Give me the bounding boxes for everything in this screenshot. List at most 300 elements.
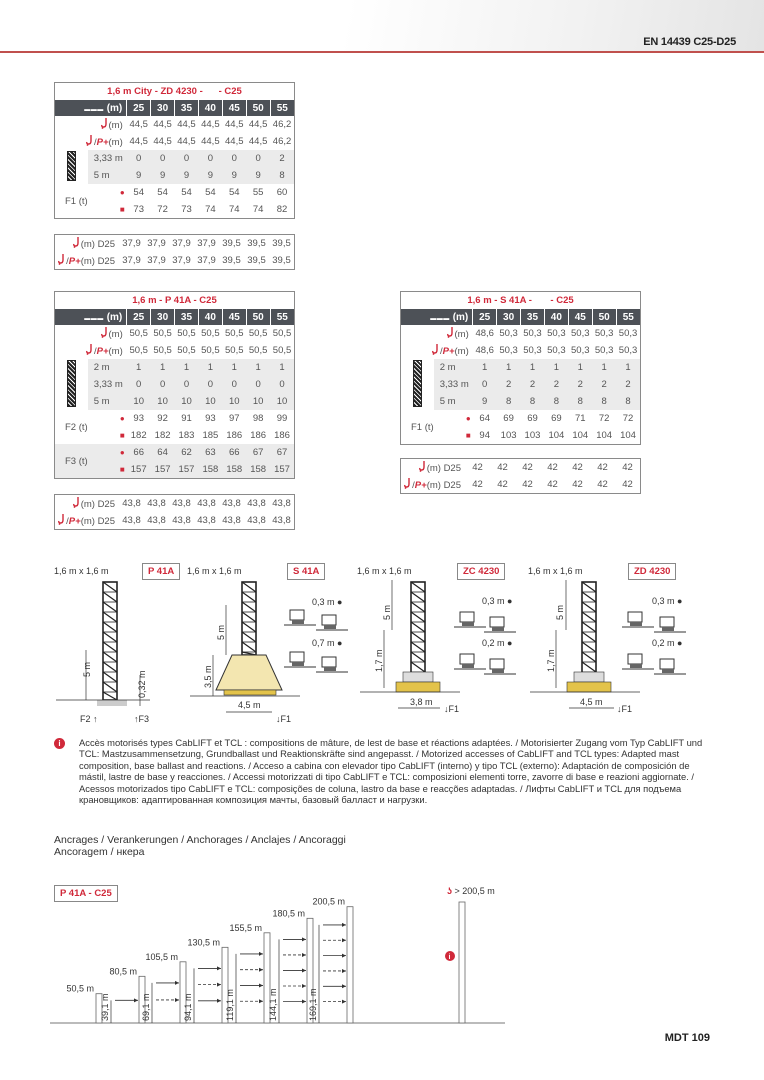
table-cell: 50,5 (177, 345, 196, 356)
row-label: 3,33 m (88, 376, 127, 393)
table-cell: 44,5 (177, 136, 196, 147)
tower-height-label: 155,5 m (229, 922, 262, 933)
table-cell: 186 (274, 430, 290, 441)
table-cell: 50,3 (547, 345, 566, 356)
col-header-30: 30 (151, 100, 175, 116)
cabin-icon (484, 617, 516, 632)
col-header-jib: ▬▬▬ (m) (401, 309, 473, 325)
table-cell: 103 (524, 430, 541, 441)
table-cell: 10 (270, 393, 294, 410)
offset-label: 0,7 m ● (312, 638, 343, 648)
table-cell: 50,3 (523, 345, 542, 356)
table-cell: 50,5 (153, 345, 172, 356)
table-cell: 10 (246, 393, 270, 410)
table-cell: 69 (503, 413, 514, 424)
table-cell: 37,9 (172, 238, 191, 249)
row-label: 3,33 m (88, 150, 127, 167)
tower-height-label: 130,5 m (187, 937, 220, 948)
table-title: 1,6 m - P 41A - C25 (132, 295, 217, 306)
base-height-dimension: 3,5 m (203, 665, 213, 688)
table-cell: 1 (473, 359, 497, 376)
table-cell: 10 (127, 393, 151, 410)
model-tag: S 41A (287, 563, 325, 580)
table-cell: 43,8 (197, 515, 216, 526)
row-label: 2 m (434, 359, 473, 376)
col-header-50: 50 (246, 100, 270, 116)
col-header-45: 45 (222, 100, 246, 116)
table-cell: 0 (246, 150, 270, 167)
table-row (55, 235, 294, 252)
table-cell: 44,5 (177, 119, 196, 130)
table-cell: 182 (130, 430, 147, 441)
circle-marker-icon: ● (465, 414, 471, 423)
table-cell: 0 (246, 376, 270, 393)
col-header-50: 50 (592, 309, 616, 325)
cabin-icon (316, 657, 348, 672)
offset-label: 0,2 m ● (652, 638, 683, 648)
table-cell: 0 (127, 150, 151, 167)
table-cell: 64 (479, 413, 490, 424)
tower-height-label: 50,5 m (66, 983, 94, 994)
foundation-block (97, 700, 127, 706)
col-header-55: 55 (270, 309, 294, 325)
cabin-icon (454, 654, 486, 669)
force-label: F3 (t) (55, 444, 88, 478)
table-cell: 42 (522, 479, 533, 490)
mast-lattice (103, 582, 117, 700)
section-dimension: 1,6 m x 1,6 m (54, 566, 109, 576)
info-icon: i (54, 738, 65, 749)
table-cell: 50,3 (499, 345, 518, 356)
table-cell: 74 (205, 204, 216, 215)
table-cell: 43,8 (197, 498, 216, 509)
table-cell: 39,5 (247, 255, 266, 266)
col-header-50: 50 (246, 309, 270, 325)
anchorages-title (54, 834, 346, 858)
table-cell: 42 (572, 479, 583, 490)
table-cell: 50,5 (272, 328, 292, 339)
square-marker-icon: ■ (119, 465, 125, 474)
table-cell: 158 (198, 461, 222, 478)
table-cell: 50,3 (571, 345, 590, 356)
table-cell: 44,5 (248, 136, 268, 147)
table-cell: 42 (497, 479, 508, 490)
table-cell: 1 (592, 359, 616, 376)
table-cell: 9 (151, 167, 175, 184)
table-city-d25 (54, 234, 295, 270)
table-cell: 39,5 (222, 238, 241, 249)
table-cell: 2 (616, 376, 640, 393)
table-cell: 2 (497, 376, 521, 393)
col-header-45: 45 (222, 309, 246, 325)
table-cell: 9 (473, 393, 497, 410)
table-cell: 10 (222, 393, 246, 410)
base-height-dimension: 1,7 m (546, 649, 556, 672)
table-cell: 54 (228, 187, 240, 198)
table-cell: 42 (522, 462, 533, 473)
table-row (55, 410, 294, 427)
table-cell: 62 (175, 444, 199, 461)
col-header-40: 40 (544, 309, 568, 325)
table-cell: 104 (548, 430, 565, 441)
anchor-height-label: 119,1 m (225, 989, 235, 1021)
table-cell: 9 (175, 167, 199, 184)
table-cell: 2 (592, 376, 616, 393)
mast-section-icon (55, 150, 88, 184)
table-cell: 39,5 (272, 255, 291, 266)
table-row (401, 393, 640, 410)
table-cell: 97 (228, 413, 240, 424)
table-cell: 2 (270, 150, 294, 167)
base-width-dimension: 4,5 m (238, 700, 261, 710)
table-cell: 104 (596, 430, 613, 441)
note-text: Accès motorisés types CabLIFT et TCL : compositions de mâture, de lest de base et réactions adaptées. / Motorisierter Zugang vom Typ CabLIFT und TCL: Mastzusammensetzung, Grundballast und Reaktionskräfte sind angepasst. / Motorized accesses of CabLIFT and TCL types: Adapted mast composition, base ballast and reactions. / Acceso a cabina con elevador tipo CabLIFT (interno) y tipo TCL (externo): Adaptación de composición de mástil, lastre de base y reacciones. / Accessi motorizzati di tipo CabLIFT e TCL: composizioni elementi torre, zavorre di base e reazioni aggiornate. / Acessos motorizados tipo CabLIFT e TCL: composições de coluna, lastro da base e reacções adaptadas. / Лифты CabLIFT и TCL для подъема крановщиков: адаптированная композиция мачты, базовый балласт и нагрузки. (79, 737, 703, 806)
table-cell: 43,8 (247, 515, 266, 526)
table-cell: 42 (597, 462, 608, 473)
row-label: /P+(m) (55, 342, 127, 359)
table-cell: 0 (198, 376, 222, 393)
table-cell: 0 (127, 376, 151, 393)
table-cell: 37,9 (197, 238, 216, 249)
table-cell: 50,5 (201, 345, 220, 356)
table-s41a-d25 (400, 458, 641, 494)
table-row (401, 459, 640, 476)
table-cell: 39,5 (247, 238, 266, 249)
table-p41a (54, 291, 295, 479)
tower-height-label: 105,5 m (145, 951, 178, 962)
table-cell: 0 (151, 376, 175, 393)
table-row (55, 359, 294, 376)
table-cell: 37,9 (147, 238, 166, 249)
table-row (55, 150, 294, 167)
table-row (401, 410, 640, 427)
table-cell: 46,2 (272, 136, 292, 147)
table-cell: 1 (616, 359, 640, 376)
table-cell: 54 (205, 187, 216, 198)
table-row (55, 201, 294, 218)
col-header-jib: ▬▬▬ (m) (55, 309, 127, 325)
anchorage-diagram (50, 880, 510, 1030)
tower-bar-beyond (459, 902, 465, 1023)
table-cell: 158 (246, 461, 270, 478)
table-cell: 82 (276, 204, 288, 215)
table-title: 1,6 m City - ZD 4230 - - C25 (107, 86, 242, 97)
table-cell: 1 (497, 359, 521, 376)
mast-lattice (242, 582, 256, 655)
table-p41a-d25 (54, 494, 295, 530)
offset-label: 0,3 m ● (482, 596, 513, 606)
table-cell: 43,8 (172, 498, 191, 509)
cabin-icon (654, 617, 686, 632)
cabin-icon (454, 612, 486, 627)
row-label: (m) D25 (55, 495, 119, 512)
table-cell: 37,9 (122, 255, 141, 266)
offset-label: 0,3 m ● (312, 597, 343, 607)
table-cell: 1 (151, 359, 175, 376)
table-cell: 66 (222, 444, 246, 461)
table-cell: 1 (270, 359, 294, 376)
table-cell: 43,8 (172, 515, 191, 526)
table-cell: 8 (270, 167, 294, 184)
svg-text:i: i (448, 954, 451, 961)
table-cell: 48,6 (475, 345, 494, 356)
table-row (55, 376, 294, 393)
height-dimension: 5 m (382, 604, 392, 620)
anchor-height-label: 169,1 m (308, 988, 318, 1021)
col-header-30: 30 (497, 309, 521, 325)
col-header-35: 35 (175, 309, 199, 325)
table-city-zd4230 (54, 82, 295, 219)
anchor-height-label: 144,1 m (268, 988, 278, 1021)
model-tag: ZC 4230 (457, 563, 505, 580)
table-cell: 74 (252, 204, 264, 215)
table-cell: 50,3 (523, 328, 542, 339)
table-cell: 44,5 (248, 119, 268, 130)
table-cell: 0 (151, 150, 175, 167)
table-cell: 103 (500, 430, 517, 441)
table-cell: 1 (127, 359, 151, 376)
table-cell: 8 (544, 393, 568, 410)
table-cell: 104 (620, 430, 636, 441)
table-cell: 157 (127, 461, 151, 478)
table-cell: 37,9 (147, 255, 166, 266)
table-cell: 72 (598, 413, 610, 424)
col-header-jib: ▬▬▬ (m) (55, 100, 127, 116)
table-cell: 157 (151, 461, 175, 478)
table-row (55, 184, 294, 201)
square-marker-icon: ■ (119, 431, 125, 440)
table-cell: 54 (181, 187, 192, 198)
table-row (401, 359, 640, 376)
table-cell: 43,8 (122, 498, 141, 509)
table-cell: 50,5 (129, 345, 148, 356)
row-label: (m) (55, 116, 127, 133)
row-label: 5 m (88, 393, 127, 410)
force-f3-label: ↑F3 (134, 714, 150, 724)
table-cell: 43,8 (222, 515, 241, 526)
force-f1-label: ↓F1 (276, 714, 292, 724)
table-row (55, 133, 294, 150)
row-label: (m) D25 (401, 459, 465, 476)
table-cell: 182 (154, 430, 171, 441)
row-label: /P+(m) (55, 133, 127, 150)
table-cell: 92 (157, 413, 168, 424)
table-cell: 50,5 (129, 328, 148, 339)
force-label: F1 (t) (411, 421, 434, 433)
table-cell: 99 (276, 413, 288, 424)
row-label: /P+(m) D25 (401, 476, 465, 493)
col-header-55: 55 (270, 100, 294, 116)
table-cell: 1 (521, 359, 545, 376)
table-cell: 8 (568, 393, 592, 410)
table-cell: 0 (473, 376, 497, 393)
table-cell: 8 (616, 393, 640, 410)
base-width-dimension: 3,8 m (410, 697, 433, 707)
table-cell: 50,5 (248, 345, 268, 356)
table-cell: 50,3 (594, 345, 614, 356)
row-label: /P+(m) D25 (55, 512, 119, 529)
row-label: /P+(m) (401, 342, 473, 359)
table-cell: 10 (151, 393, 175, 410)
anchor-height-label: 39,1 m (100, 993, 110, 1021)
table-cell: 42 (597, 479, 608, 490)
table-cell: 2 (544, 376, 568, 393)
table-cell: 64 (151, 444, 175, 461)
table-cell: 93 (205, 413, 216, 424)
square-marker-icon: ■ (465, 431, 471, 440)
section-dimension: 1,6 m x 1,6 m (187, 566, 242, 576)
table-cell: 42 (472, 479, 483, 490)
table-cell: 42 (622, 479, 633, 490)
table-row (401, 325, 640, 342)
table-cell: 42 (497, 462, 508, 473)
force-f1-label: ↓F1 (444, 704, 460, 714)
table-cell: 37,9 (122, 238, 141, 249)
table-cell: 50,5 (225, 345, 244, 356)
header-rule (0, 51, 764, 53)
table-cell: 1 (568, 359, 592, 376)
chassis-base (396, 682, 440, 692)
table-cell: 42 (547, 462, 558, 473)
table-cell: 186 (226, 430, 243, 441)
model-tag: ZD 4230 (628, 563, 676, 580)
col-header-30: 30 (151, 309, 175, 325)
mast-lattice (411, 582, 425, 680)
force-f2-label: F2 ↑ (80, 714, 98, 724)
table-cell: 48,6 (475, 328, 494, 339)
table-cell: 43,8 (147, 515, 166, 526)
height-dimension: 5 m (555, 604, 565, 620)
table-cell: 50,3 (547, 328, 566, 339)
table-cell: 1 (544, 359, 568, 376)
mast-drawings (0, 560, 764, 730)
table-cell: 44,5 (153, 136, 172, 147)
table-row (401, 376, 640, 393)
table-cell: 55 (252, 187, 264, 198)
table-title: 1,6 m - S 41A - - C25 (467, 295, 574, 306)
circle-marker-icon: ● (119, 414, 125, 423)
table-row (55, 444, 294, 461)
table-cell: 9 (127, 167, 151, 184)
tower-height-label: 180,5 m (272, 908, 305, 919)
table-cell: 0 (222, 150, 246, 167)
table-cell: 44,5 (201, 136, 220, 147)
anchor-height-label: 69,1 m (141, 993, 151, 1021)
col-header-35: 35 (175, 100, 199, 116)
tower-height-label: 80,5 m (109, 966, 137, 977)
row-label: /P+(m) D25 (55, 252, 119, 269)
row-label: 2 m (88, 359, 127, 376)
table-cell: 0 (222, 376, 246, 393)
table-cell: 0 (175, 376, 199, 393)
cabin-icon (316, 615, 348, 630)
mast-section-icon (55, 359, 88, 410)
section-dimension: 1,6 m x 1,6 m (357, 566, 412, 576)
cabin-icon (284, 610, 316, 625)
row-label: (m) (401, 325, 473, 342)
table-cell: 37,9 (172, 255, 191, 266)
table-cell: 44,5 (129, 119, 148, 130)
table-cell: 43,8 (272, 498, 291, 509)
table-cell: 46,2 (272, 119, 292, 130)
anchorages-title-line1: Ancrages / Verankerungen / Anchorages / Anclajes / Ancoraggi (54, 834, 346, 846)
cabin-icon (654, 659, 686, 674)
table-cell: 44,5 (225, 136, 244, 147)
table-cell: 69 (527, 413, 538, 424)
table-cell: 50,3 (594, 328, 614, 339)
table-cell: 9 (198, 167, 222, 184)
table-row (55, 393, 294, 410)
chassis-base (216, 655, 282, 690)
table-cell: 50,5 (177, 328, 196, 339)
col-header-40: 40 (198, 309, 222, 325)
base-width-dimension: 4,5 m (580, 697, 603, 707)
table-row (401, 476, 640, 493)
table-cell: 44,5 (201, 119, 220, 130)
table-cell: 43,8 (222, 498, 241, 509)
force-label: F1 (t) (65, 195, 88, 207)
table-cell: 44,5 (153, 119, 172, 130)
row-label: 5 m (434, 393, 473, 410)
cabin-icon (622, 654, 654, 669)
table-cell: 1 (222, 359, 246, 376)
table-cell: 50,5 (225, 328, 244, 339)
cablift-note (54, 737, 714, 805)
tower-height-label: 200,5 m (312, 896, 345, 907)
table-row (55, 116, 294, 133)
table-cell: 50,3 (618, 328, 638, 339)
table-row (401, 342, 640, 359)
offset-dimension: 0,32 m (137, 670, 147, 698)
table-cell: 39,5 (222, 255, 241, 266)
table-cell: 54 (157, 187, 168, 198)
base-height-dimension: 1,7 m (374, 649, 384, 672)
circle-marker-icon: ● (119, 448, 125, 457)
table-cell: 54 (133, 187, 144, 198)
anchorages-title-line2: Ancoragem / нкера (54, 846, 145, 858)
table-cell: 50,3 (571, 328, 590, 339)
table-cell: 185 (202, 430, 219, 441)
beyond-label: ʖ > 200,5 m (447, 886, 495, 896)
table-cell: 42 (547, 479, 558, 490)
table-cell: 8 (592, 393, 616, 410)
anchorages-tag: P 41A - C25 (54, 885, 118, 902)
offset-label: 0,3 m ● (652, 596, 683, 606)
table-cell: 0 (175, 150, 199, 167)
table-cell: 39,5 (272, 238, 291, 249)
table-cell: 42 (472, 462, 483, 473)
table-row (55, 512, 294, 529)
table-cell: 71 (574, 413, 586, 424)
cabin-icon (622, 612, 654, 627)
table-cell: 69 (551, 413, 562, 424)
chassis-base (567, 682, 611, 692)
row-label: (m) D25 (55, 235, 119, 252)
table-row (55, 427, 294, 444)
table-cell: 66 (127, 444, 151, 461)
col-header-55: 55 (616, 309, 640, 325)
table-cell: 50,5 (201, 328, 220, 339)
mast-lattice (582, 582, 596, 680)
row-label: 5 m (88, 167, 127, 184)
table-cell: 50,3 (499, 328, 518, 339)
col-header-25: 25 (473, 309, 497, 325)
anchor-height-label: 94,1 m (183, 993, 193, 1021)
table-cell: 42 (572, 462, 583, 473)
table-cell: 157 (270, 461, 294, 478)
table-cell: 9 (246, 167, 270, 184)
table-cell: 43,8 (272, 515, 291, 526)
